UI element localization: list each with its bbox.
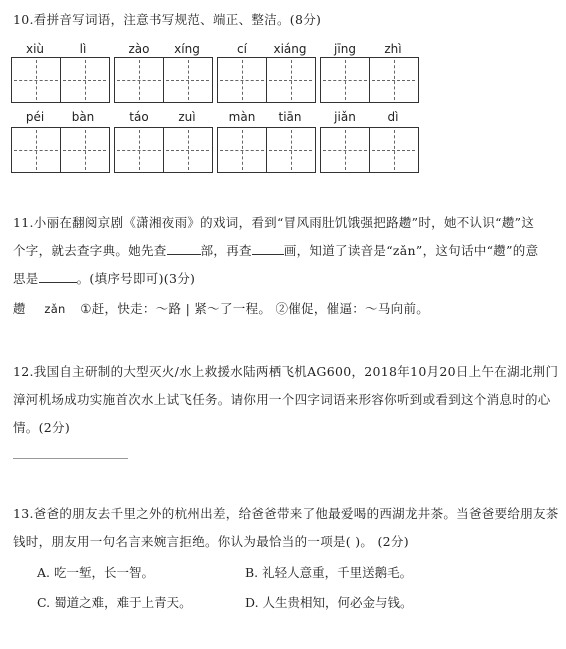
q10-title: 10.看拼音写词语，注意书写规范、端正、整洁。(8分): [13, 12, 322, 27]
writing-cell[interactable]: [218, 58, 266, 102]
answer-blank[interactable]: [39, 282, 77, 283]
writing-grid[interactable]: [11, 127, 110, 173]
writing-cell[interactable]: [266, 128, 314, 172]
option-c[interactable]: C. 蜀道之难，难于上青天。: [37, 595, 192, 610]
pinyin: xiù: [25, 42, 45, 56]
writing-cell[interactable]: [115, 58, 163, 102]
writing-cell[interactable]: [321, 58, 369, 102]
writing-cell[interactable]: [266, 58, 314, 102]
q13-line1: 13.爸爸的朋友去千里之外的杭州出差，给爸爸带来了他最爱喝的西湖龙井茶。当爸爸要给朋友茶: [13, 506, 559, 521]
pinyin: màn: [228, 110, 256, 124]
dict-char: 趱: [13, 301, 26, 316]
answer-blank[interactable]: [252, 254, 284, 255]
writing-cell[interactable]: [163, 58, 211, 102]
writing-cell[interactable]: [321, 128, 369, 172]
writing-grid[interactable]: [320, 127, 419, 173]
writing-cell[interactable]: [60, 128, 108, 172]
pinyin: zuì: [178, 110, 196, 124]
q11-text: 部，再查: [200, 243, 252, 258]
q12-line1: 12.我国自主研制的大型灭火/水上救援水陆两栖飞机AG600，2018年10月20日上午在湖北荆门: [13, 364, 559, 379]
q11-line1: 11.小丽在翻阅京剧《潇湘夜雨》的戏词，看到“冒风雨肚饥饿强把路趱”时，她不认识“趱”这: [13, 215, 535, 230]
option-d[interactable]: D. 人生贵相知，何必金与钱。: [245, 595, 413, 610]
pinyin: cí: [237, 42, 247, 56]
writing-cell[interactable]: [218, 128, 266, 172]
writing-cell[interactable]: [12, 128, 60, 172]
pinyin: xiáng: [273, 42, 307, 56]
pinyin: xíng: [174, 42, 200, 56]
q11-line3: [13, 269, 195, 287]
pinyin: tiān: [278, 110, 302, 124]
q11-text: 画，知道了读音是“zǎn”，这句话中“趱”的意: [283, 243, 539, 258]
pinyin: péi: [25, 110, 45, 124]
pinyin: jiǎn: [334, 110, 356, 124]
writing-cell[interactable]: [60, 58, 108, 102]
answer-blank[interactable]: [167, 254, 201, 255]
answer-line[interactable]: [13, 458, 128, 459]
pinyin: bàn: [71, 110, 95, 124]
q12-line3: 情。(2分): [13, 420, 71, 435]
option-a[interactable]: A. 吃一堑，长一智。: [37, 565, 154, 580]
pinyin: jīng: [334, 42, 356, 56]
writing-cell[interactable]: [115, 128, 163, 172]
pinyin: lì: [79, 42, 87, 56]
dictionary-entry: [13, 299, 429, 317]
dict-definition: ①赶，快走：～路 | 紧～了一程。 ②催促，催逼：～马向前。: [80, 301, 430, 316]
writing-grid[interactable]: [114, 127, 213, 173]
writing-grid[interactable]: [217, 57, 316, 103]
writing-grid[interactable]: [114, 57, 213, 103]
writing-cell[interactable]: [163, 128, 211, 172]
writing-cell[interactable]: [12, 58, 60, 102]
q11-text: 个字，就去查字典。她先查: [13, 243, 167, 258]
q11-line2: [13, 241, 538, 259]
writing-cell[interactable]: [369, 58, 417, 102]
writing-grid[interactable]: [217, 127, 316, 173]
q11-text: 思是: [13, 271, 39, 286]
dict-pinyin: zǎn: [44, 302, 66, 316]
pinyin: zhì: [384, 42, 402, 56]
q12-line2: 漳河机场成功实施首次水上试飞任务。请你用一个四字词语来形容你听到或看到这个消息时的心: [13, 392, 551, 407]
q11-text: 。(填序号即可)(3分): [76, 271, 196, 286]
pinyin: dì: [387, 110, 399, 124]
pinyin: táo: [129, 110, 149, 124]
writing-grid[interactable]: [11, 57, 110, 103]
writing-grid[interactable]: [320, 57, 419, 103]
writing-cell[interactable]: [369, 128, 417, 172]
option-b[interactable]: B. 礼轻人意重，千里送鹅毛。: [245, 565, 413, 580]
q13-line2: 钱时，朋友用一句名言来婉言拒绝。你认为最恰当的一项是( )。 (2分): [13, 534, 409, 549]
pinyin: zào: [128, 42, 150, 56]
